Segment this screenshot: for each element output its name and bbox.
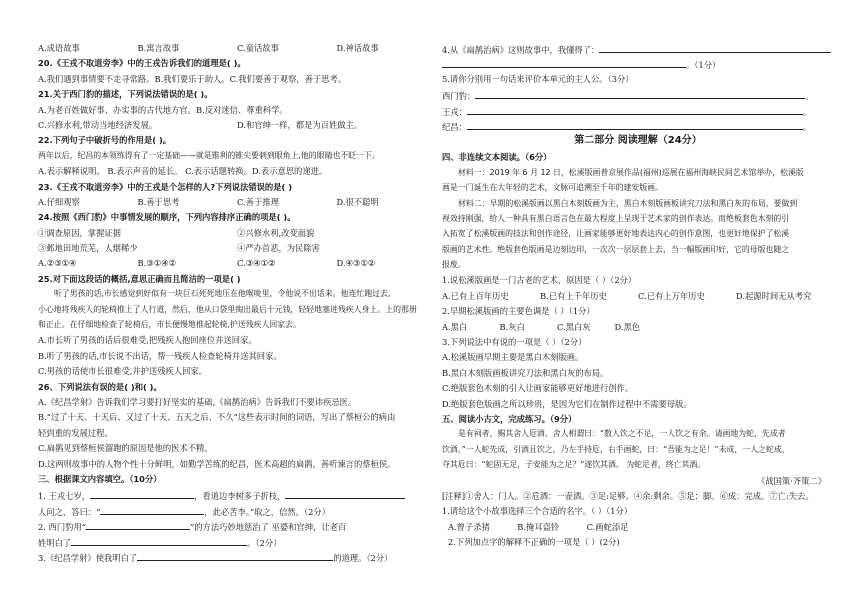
option-c: C.画蛇添足 xyxy=(586,521,629,532)
q25-stem: 25.对下面这段话的概括,意思正确而且简洁的一项是( ) xyxy=(38,273,241,284)
s1-stem: 1.请给这个小故事选择三个合适的名字。（ ）（1分） xyxy=(442,506,633,517)
q4-line xyxy=(442,44,834,59)
right-column xyxy=(442,44,834,554)
option-a: A.黑白 xyxy=(442,321,468,332)
label: 西门豹： xyxy=(442,91,476,102)
text-source: 《战国策·齐策二》 xyxy=(756,475,826,486)
q23-options xyxy=(38,198,436,213)
q25-passage-line: 听了男孩的话,市长感觉到好似有一块巨石死死地压在他喉咙里，令他说不出话来。他连忙跑过去, xyxy=(54,289,391,299)
text: 1. 王戎七岁， xyxy=(38,491,91,502)
text: 姓明白了 xyxy=(38,537,72,548)
material-2-line: 报废。 xyxy=(442,260,466,270)
left-column xyxy=(38,44,436,567)
r3-stem: 3.下列说法中有说的一项是（ ）（2分） xyxy=(442,337,587,348)
fill-q2-line1 xyxy=(38,521,436,536)
section-5-title: 五、阅读小古文，完成练习。（9分） xyxy=(442,413,577,424)
label: 王戎： xyxy=(442,106,467,117)
q4-line-2 xyxy=(442,59,834,74)
answer-blank[interactable] xyxy=(442,59,686,68)
q26-stem: 26、下列说法有误的是( )和( )。 xyxy=(38,381,162,392)
option-b: B.已有上千年历史 xyxy=(540,290,607,301)
text: 。（2分） xyxy=(247,537,282,548)
material-2-line: 入拓宽了松溪版画的技法和创作途径，让画家能够更好地表达内心的创作意图，也更好地保护了松溪 xyxy=(442,229,790,239)
material-2-line: 版画的艺术性。绝版套色版画是边刻边印，一次次一层层套上去，当一幅版画印好，它的母版也随之 xyxy=(442,244,790,254)
q23-stem: 23.《王戎不取道旁李》中的王戎是个怎样的人?下列说法错误的是( ) xyxy=(38,181,293,192)
option-c: C.黑白灰 xyxy=(557,321,591,332)
material-2-line: 材料二：早期的松溪版画以黑白木刻版画为主，黑白木刻版画板讲究刀法和黑白灰的布局，要做到 xyxy=(458,198,798,208)
q26-option-b-cont: 轻到重的发展过程。 xyxy=(38,427,113,438)
option-c: C.③④①② xyxy=(237,258,276,269)
answer-blank[interactable] xyxy=(475,90,805,99)
q21-option-ab: A.为老百姓做好事、办实事的古代地方官。B.反对迷信、尊重科学。 xyxy=(38,104,288,115)
answer-blank[interactable] xyxy=(86,521,190,530)
answer-wangrong xyxy=(442,106,834,121)
option-a: A.已有上百年历史 xyxy=(442,290,509,301)
option-a: A.曾子杀猪 xyxy=(448,521,490,532)
option-b: B.善于思考 xyxy=(137,196,180,207)
item: ②兴修水利,改变面貌 xyxy=(237,227,315,238)
q25-passage-line: 和正止。在仔细地检查了轮椅后，市长便慢地推起轮椅,护送残疾人回家去。 xyxy=(38,320,301,330)
option-a: A.仔细观察 xyxy=(38,196,80,207)
s1-options xyxy=(442,523,658,538)
option-c: C.兴修水利,带动当地经济发展。 xyxy=(38,119,158,130)
option-a: A.②③①④ xyxy=(38,258,77,269)
text: ，此必苦李。”取之，信然。（2分） xyxy=(204,506,331,517)
q5-stem: 5.请你分别用一句话来评价本单元的主人公。（3分） xyxy=(442,73,634,84)
q26-option-a: A.《纪昌学射》告诉我们学习要打好坚实的基础,《扁鹊治病》告诉我们不要讳疾忌医。 xyxy=(38,396,357,407)
q25-option-b: B.听了男孩的话,市长说不出话，帮一残疾人检查轮椅并送其回家。 xyxy=(38,350,282,361)
answer-jichang xyxy=(442,121,834,136)
q20-stem: 20.《王戎不取道旁李》中的王戎告诉我们的道理是( )。 xyxy=(38,58,246,69)
option-b: B.寓言故事 xyxy=(137,43,180,53)
q24-items-2 xyxy=(38,244,436,259)
item: ③邺地田地荒芜，人烟稀少 xyxy=(38,243,138,254)
answer-ximenbao xyxy=(442,90,834,105)
q25-passage-line: 小心地将残疾人的轮椅推上了人行道，然后，他从口袋里掏出最后十元钱，轻轻地塞进残疾人身上。上的那册 xyxy=(38,304,417,314)
r3-option-a: A.松溪版画早期主要是黑白木刻版画。 xyxy=(442,352,584,363)
fill-q2-line2 xyxy=(38,537,436,552)
text: 4.从《扁鹊治病》这则故事中，我懂得了： xyxy=(442,45,600,55)
option-d: D.黑色 xyxy=(614,321,641,332)
answer-blank[interactable] xyxy=(100,506,204,515)
section-4-title: 四、非连续文本阅读。（6分） xyxy=(442,152,552,163)
text: 。（1分） xyxy=(686,60,721,71)
text: 人问之，答曰：“ xyxy=(38,506,101,517)
text: 2. 西门豹用“ xyxy=(38,522,86,533)
classical-text-line: 是有祠者，赐其舍人卮酒。舍人相谓曰：“数人饮之不足，一人饮之有余。请画地为蛇，先成者 xyxy=(458,429,786,439)
q26-option-c: C.扁鹊见到蔡桓侯溜跑的原因是他的医术不精。 xyxy=(38,443,213,454)
fill-q3 xyxy=(38,552,436,567)
fill-q1-line1 xyxy=(38,490,436,505)
answer-blank[interactable] xyxy=(137,552,333,561)
q24-items-1 xyxy=(38,229,436,244)
option-b: B.③①④② xyxy=(137,258,176,269)
r1-stem: 1.说松溪版画是一门古老的艺术，原因是（ ）（2分） xyxy=(442,275,637,286)
option-c: C.善于推理 xyxy=(237,196,279,207)
fill-q1-line2 xyxy=(38,506,436,521)
answer-blank[interactable] xyxy=(285,490,405,499)
r2-stem: 2.早期松溪版画的主要色调是（ ）（1分） xyxy=(442,306,595,317)
period: 。 xyxy=(802,106,812,117)
text: ”的方法巧妙地惩治了 巫婆和官绅，让老百 xyxy=(189,522,347,533)
option-b: B.灰白 xyxy=(499,321,525,332)
text: 的道理。（2分） xyxy=(333,552,393,563)
answer-blank[interactable] xyxy=(599,44,831,53)
q26-option-b: B.“过了十天、十天后、又过了十天、五天之后、不久”这些表示时间的词语，写出了蔡桓公的病由 xyxy=(38,412,396,423)
text: ，看道边李树多子折枝， xyxy=(194,491,286,502)
q24-options xyxy=(38,259,436,274)
q22-options: A.表示解释说明。 B.表示声音的延长。 C.表示话题转换。D.表示意思的递进。 xyxy=(38,166,328,177)
r1-options xyxy=(442,292,834,307)
section-3-title: 三、根据课文内容填空。（10分） xyxy=(38,473,162,484)
q19-options xyxy=(38,44,436,59)
option-d: D.和官绅一样，都是为百姓做主。 xyxy=(237,119,363,130)
r2-options xyxy=(442,323,672,338)
option-c: C.已有上万年历史 xyxy=(638,290,705,301)
material-1-line: 材料一：2019 年 6 月 12 日，松溪版画普京展作品(福州)巡展在福州海峡民间艺术馆举办，松溪版 xyxy=(458,167,804,177)
part-2-title: 第二部分 阅读理解（24分） xyxy=(574,135,702,147)
material-2-line: 视效持刚强，给人一种具有黑白语言色在最大程度上呈现于艺术家的创作表达。而绝板套色木刻的引 xyxy=(442,213,790,223)
r3-option-d: D.绝版套色版画之所以珍贵，是因为它们在制作过程中不需要母版。 xyxy=(442,398,692,409)
q22-quote: 两年以后，纪昌的本领练得有了一定基础——就是锥利的锥尖要刺到眼角上,他的眼睛也不眨一下。 xyxy=(38,150,380,160)
q21-option-cd xyxy=(38,121,436,136)
answer-blank[interactable] xyxy=(90,490,194,499)
option-d: D.很不聪明 xyxy=(336,196,379,207)
q22-stem: 22.下列句子中破折号的作用是( )。 xyxy=(38,135,172,146)
period: 。 xyxy=(802,121,812,132)
r3-option-c: C.绝版套色木刻的引入让画家能够更好地进行创作。 xyxy=(442,383,634,394)
item: ①调查原因，掌握证据 xyxy=(38,227,121,238)
q21-stem: 21.关于西门豹的描述，下列说法错误的是( )。 xyxy=(38,89,213,100)
answer-blank[interactable] xyxy=(467,121,803,130)
material-1-line: 画是一门诞生在大年轻的艺术，文脉可追溯至千年的建安版画。 xyxy=(442,183,663,193)
q24-stem: 24.按照《西门豹》中事情发展的顺序，下列内容排序正确的项是( )。 xyxy=(38,212,296,223)
answer-blank[interactable] xyxy=(71,537,247,546)
option-a: A.成语故事 xyxy=(38,43,80,53)
annotation-note: [注释]①舍人：门人。②卮酒：一壶酒。③足:足够。④余:剩余。⑤足：脚。⑥成：完成。⑦亡:失去。 xyxy=(442,490,814,501)
option-d: D.④③①② xyxy=(336,258,376,269)
option-d: D.起源时间无从考究 xyxy=(736,290,812,301)
classical-text-line: 饮酒。”一人蛇先成，引酒且饮之，乃左手持卮，右手画蛇，曰：“吾能为之足！”未成，一人之蛇成， xyxy=(442,444,790,454)
option-b: B.掩耳盗铃 xyxy=(517,521,560,532)
r3-option-b: B.黑白木刻版画板讲究刀法和黑白灰的布局。 xyxy=(442,367,609,378)
s2-stem: 2.下列加点字的解释不正确的一项是（ ）(2分) xyxy=(448,537,620,548)
q25-option-c: C.男孩的话使市长很难受,并护送残疾人回家。 xyxy=(38,366,207,377)
classical-text-line: 夺其卮曰：“蛇固无足，子安能为之足？”遂饮其酒。 为蛇足者，终亡其酒。 xyxy=(442,460,706,470)
option-d: D.神话故事 xyxy=(336,43,379,53)
answer-blank[interactable] xyxy=(467,106,803,115)
text: 3.《纪昌学射》使我明白了 xyxy=(38,552,138,563)
option-c: C.童话故事 xyxy=(237,43,279,53)
item: ④严办首恶，为民除害 xyxy=(237,243,320,254)
q20-options: A.我们遇到事情要不走寻常路。B.我们要乐于助人。C.我们要善于观察，善于思考。 xyxy=(38,73,347,84)
period: 。 xyxy=(805,91,814,102)
q26-option-d: D.这两则故事中的人物个性十分鲜明，如勤学苦练的纪昌，医术高超的扁鹊，善听谏言的蔡桓侯。 xyxy=(38,458,396,469)
label: 纪昌： xyxy=(442,121,467,132)
q25-option-a: A.市长听了男孩的话后很难受,把残疾人抱回座位并送回家。 xyxy=(38,335,257,346)
